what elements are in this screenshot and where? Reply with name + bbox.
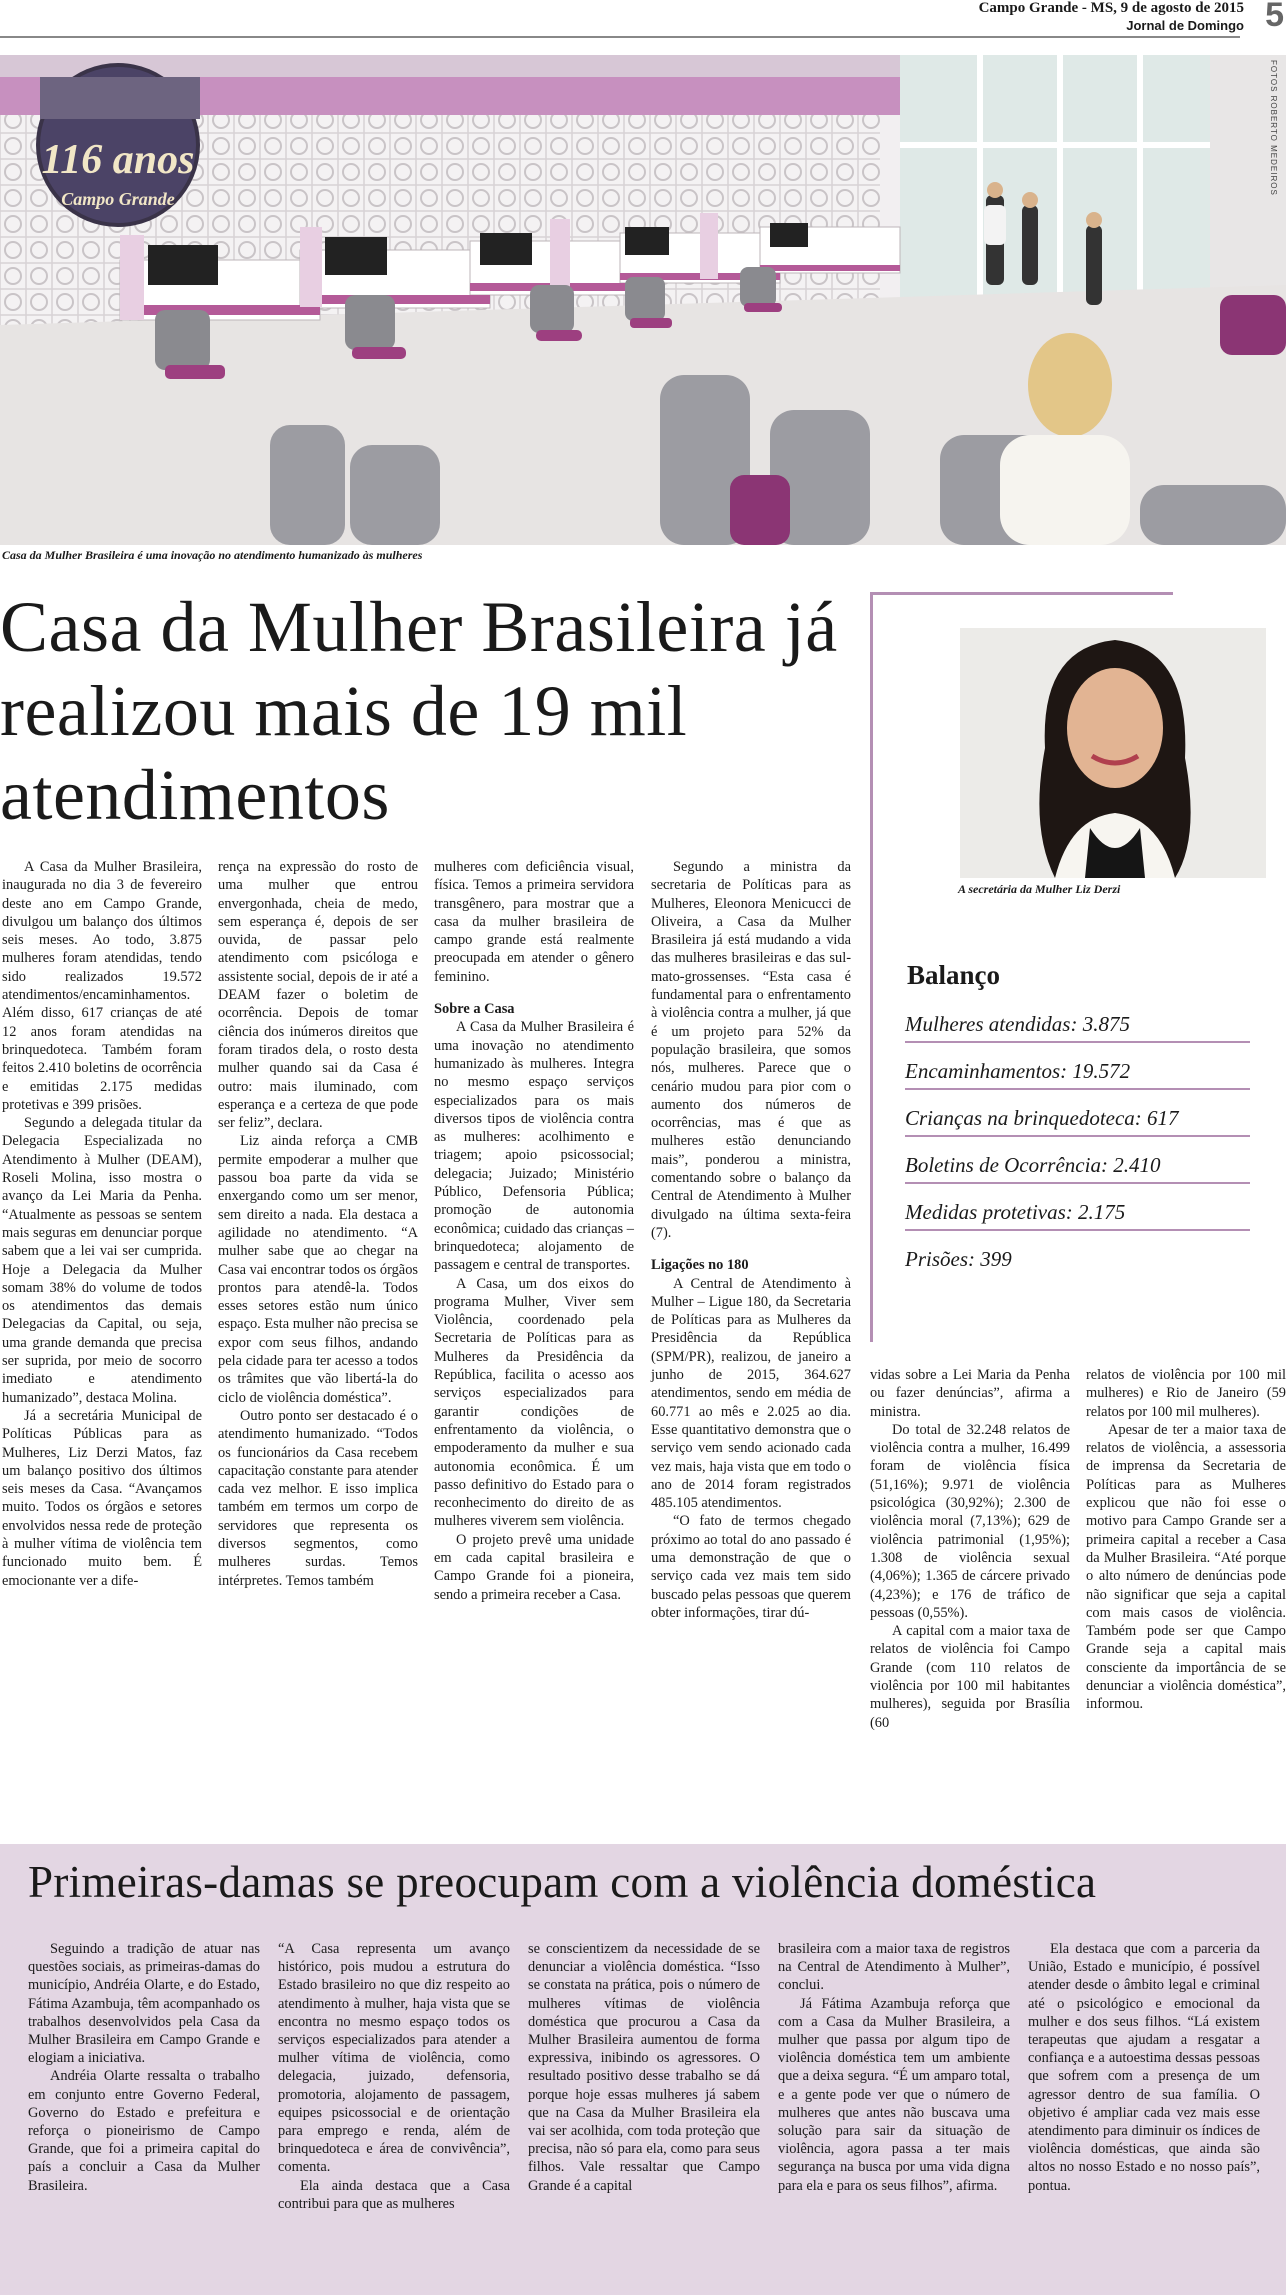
anniversary-badge (36, 63, 200, 227)
paragraph: Outro ponto ser destacado é o atendimento humanizado. “Todos os funcionários da Casa recebem capacitação constante para atender cada vez melhor. E isso implica também em termos um corpo de servidores que representa os diversos segmentos, como mulheres surdas. Temos intérpretes. Temos também (218, 1407, 418, 1589)
paragraph: se conscientizem da necessidade de se denunciar a violência doméstica. “Isso se constata na prática, pois o número de mulheres vítimas de violência doméstica que procurou a Casa da Mulher Brasileira aumentou de forma expressiva, inibindo os agressores. O resultado positivo desse trabalho se dá porque hoje essas mulheres já sabem que na Casa da Mulher Brasileira ela vai ser acolhida, com toda proteção que precisa, não só para ela, como para seus filhos. Vale ressaltar que Campo Grande é a capital (528, 1941, 760, 2194)
paragraph: relatos de violência por 100 mil mulheres) e Rio de Janeiro (59 relatos por 100 mil mulheres). (1086, 1367, 1286, 1420)
paragraph: O projeto prevê uma unidade em cada capital brasileira e Campo Grande foi a pioneira, sendo a primeira receber a Casa. (434, 1531, 634, 1603)
paragraph: Apesar de ter a maior taxa de relatos de violência, a assessoria de imprensa da Secretaria de Políticas para as Mulheres explicou que não foi esse o motivo para Campo Grande ser a primeira capital a receber a Casa da Mulher Brasileira. “Até porque o alto número de denúncias pode não significar que seja a capital com mais casos de violência. Também pode ser que Campo Grande seja a capital mais consciente da importância de se denunciar a violência doméstica”, informou. (1086, 1421, 1286, 1713)
balance-item: Prisões: 399 (905, 1247, 1012, 1271)
paragraph: rença na expressão do rosto de uma mulher que entrou envergonhada, cheia de medo, sem esperança é, depois de ser ouvida, de passar pelo atendimento com psicóloga e assistente social, depois de ir até a DEAM fazer o boletim de ocorrência. Depois de tomar ciência dos inúmeros direitos que foram tirados dela, o rosto desta mulher quando sai da Casa é outro: mais iluminado, com esperança e a certeza de que pode ser feliz”, declara. (218, 859, 418, 1132)
balance-item: Medidas protetivas: 2.175 (905, 1200, 1250, 1231)
paragraph: A Central de Atendimento à Mulher – Ligue 180, da Secretaria de Políticas para as Mulheres da Presidência da República (SPM/PR), realizou, de janeiro a junho de 2015, 364.627 atendimentos, sendo em média de 60.771 ao mês e 2.025 ao dia. Esse quantitativo demonstra que o serviço vem sendo acionado cada vez mais, haja vista que em todo o ano de 2014 foram registrados 485.105 atendimentos. (651, 1275, 851, 1512)
article-column-5 (870, 1366, 1070, 1732)
article-column-6 (1086, 1366, 1286, 1714)
paragraph: mulheres com deficiência visual, física. Temos a primeira servidora transgênero, para mostrar que a casa da mulher brasileira de campo grande está realmente preocupada em atender o gênero feminino. (434, 859, 634, 985)
paragraph: Do total de 32.248 relatos de violência contra a mulher, 16.499 foram de violência física (51,16%); 9.971 de violência psicológica (30,92%); 2.300 de violência moral (7,13%); 629 de violência patrimonial (1,95%); 1.308 de violência sexual (4,06%); 1.365 de cárcere privado (4,23%); e 176 de tráfico de pessoas (0,55%). (870, 1421, 1070, 1621)
paragraph: A Casa da Mulher Brasileira é uma inovação no atendimento humanizado às mulheres. Integra no mesmo espaço serviços especializados para os mais diversos tipos de violência contra as mulheres: acolhimento e triagem; apoio psicossocial; delegacia; Juizado; Ministério Público, Defensoria Pública; promoção de autonomia econômica; cuidado das crianças – brinquedoteca; alojamento de passagem e central de transportes. (434, 1019, 634, 1274)
second-article-column-5 (1028, 1940, 1260, 2195)
badge-number: 116 anos (41, 137, 195, 183)
second-article-column-4 (778, 1940, 1010, 2195)
article-headline: Casa da Mulher Brasileira já realizou mais de 19 mil atendimentos (0, 587, 838, 835)
badge-city: Campo Grande (61, 189, 175, 209)
paragraph: Já Fátima Azambuja reforça que com a Casa da Mulher Brasileira, a mulher que passa por algum tipo de violência doméstica tem um ambiente que a deixa segura. “É um amparo total, e a gente pode ver que o número de mulheres que antes não buscava uma solução para sair da situação de violência, agora passa a ter mais segurança na busca por uma vida digna para ela e para os seus filhos”, afirma. (778, 1995, 1010, 2194)
balance-item: Crianças na brinquedoteca: 617 (905, 1106, 1250, 1137)
subheading-ligacoes-180: Ligações no 180 (651, 1257, 749, 1274)
paragraph: Segundo a ministra da secretaria de Políticas para as Mulheres, Eleonora Menicucci de Oliveira, a Casa da Mulher Brasileira já está mudando a vida das mulheres brasileiras e das sul-mato-grossenses. “Esta casa é fundamental para o enfrentamento à violência contra a mulher, já que é um projeto para 52% da população brasileira, que somos nós, mulheres. Parece que o cenário mudou para pior com o aumento dos números de ocorrências, mas é que as mulheres estão denunciando mais”, ponderou a ministra, comentando sobre o balanço da Central de Atendimento à Mulher divulgado na última sexta-feira (7). (651, 859, 851, 1241)
photo-credit: FOTOS ROBERTO MEDEIROS (1269, 60, 1278, 196)
balance-item: Boletins de Ocorrência: 2.410 (905, 1153, 1250, 1184)
paragraph: Ela ainda destaca que a Casa contribui para que as mulheres (278, 2177, 510, 2212)
second-article-column-1 (28, 1940, 260, 2195)
paragraph: Seguindo a tradição de atuar nas questões sociais, as primeiras-damas do município, Andréia Olarte, e do Estado, Fátima Azambuja, têm acompanhado os trabalhos desenvolvidos pela Casa da Mulher Brasileira em Campo Grande e elogiam a iniciativa. (28, 1941, 260, 2067)
paragraph: brasileira com a maior taxa de registros na Central de Atendimento à Mulher”, conclui. (778, 1941, 1010, 1994)
balance-item: Encaminhamentos: 19.572 (905, 1059, 1250, 1090)
paragraph: Segundo a delegada titular da Delegacia Especializada no Atendimento à Mulher (DEAM), Roseli Molina, isso mostra o avanço da Lei Maria da Penha. “Atualmente as pessoas se sentem mais seguras em denunciar porque sabem que a lei vai ser cumprida. Hoje a Delegacia da Mulher somam 38% do volume de todos os atendimentos das demais Delegacias da Capital, ou seja, uma grande demanda que precisa ser suprida, por meio de socorro imediato e atendimento humanizado”, destaca Molina. (2, 1115, 202, 1406)
header-rule (0, 36, 1240, 38)
article-column-1 (2, 858, 202, 1590)
second-article-column-2 (278, 1940, 510, 2213)
balance-item: Mulheres atendidas: 3.875 (905, 1012, 1250, 1043)
paragraph: vidas sobre a Lei Maria da Penha ou fazer denúncias”, afirma a ministra. (870, 1367, 1070, 1420)
photo-caption: Casa da Mulher Brasileira é uma inovação no atendimento humanizado às mulheres (2, 548, 423, 562)
article-column-2 (218, 858, 418, 1590)
second-article-headline: Primeiras-damas se preocupam com a violência doméstica (28, 1857, 1097, 1907)
paragraph: Já a secretária Municipal de Políticas Públicas para as Mulheres, Liz Derzi Matos, faz um balanço positivo dos últimos seis meses da Casa. “Avançamos muito. Todos os órgãos e setores envolvidos nessa rede de proteção à mulher vítima de violência tem funcionado muito bem. É emocionante ver a dife- (2, 1407, 202, 1589)
page-header (0, 0, 1286, 40)
second-article-column-3 (528, 1940, 760, 2195)
paragraph: A Casa da Mulher Brasileira, inaugurada no dia 3 de fevereiro deste ano em Campo Grande, divulgou um balanço dos últimos seis meses. Ao todo, 3.875 mulheres foram atendidas, tendo sido realizados 19.572 atendimentos/encaminhamentos. Além disso, 617 crianças de até 12 anos foram atendidas na brinquedoteca. Também foram feitos 2.410 boletins de ocorrência e emitidas 2.175 medidas protetivas e 399 prisões. (2, 859, 202, 1113)
paragraph: Ela destaca que com a parceria da União, Estado e município, é possível atender desde o âmbito legal e criminal até o psicológico e emocional da mulher e dos seus filhos. “Lá existem terapeutas que ajudam a resgatar a confiança e a autoestima dessas pessoas que sofrem com a presença de um agressor dentro de sua família. O objetivo é ampliar cada vez mais esse atendimento para diminuir os índices de violência domésticas, que ainda são altos no nosso Estado e no nosso país”, pontua. (1028, 1941, 1260, 2194)
paragraph: Liz ainda reforça a CMB permite empoderar a mulher que passou boa parte da vida se enxergando como um ser menor, sem direito a nada. Ela destaca a agilidade no atendimento. “A mulher sabe que ao chegar na Casa vai encontrar todos os órgãos prontos para atendê-la. Todos esses setores estão num único espaço. Esta mulher não precisa se expor com seus filhos, andando pela cidade para ter acesso a todos os trâmites que vão libertá-la do ciclo de violência doméstica”. (218, 1133, 418, 1406)
article-column-4 (651, 858, 851, 1622)
main-photo (0, 55, 1286, 545)
portrait-photo (960, 628, 1266, 878)
paragraph: “O fato de termos chegado próximo ao total do ano passado é uma demonstração de que o serviço cada vez mais tem sido buscado pelas pessoas que querem obter informações, tirar dú- (651, 1513, 851, 1621)
paragraph: A capital com a maior taxa de relatos de violência foi Campo Grande (com 110 relatos de violência por 100 mil habitantes mulheres), seguida por Brasília (60 (870, 1623, 1070, 1731)
paragraph: Andréia Olarte ressalta o trabalho em conjunto entre Governo Federal, Governo do Estado e prefeitura e reforça o pioneirismo de Campo Grande, que foi a primeira capital do país a concluir a Casa da Mulher Brasileira. (28, 2068, 260, 2194)
portrait-caption: A secretária da Mulher Liz Derzi (958, 882, 1121, 896)
page-number: 5 (1265, 0, 1284, 34)
paragraph: “A Casa representa um avanço histórico, pois mudou a estrutura do Estado brasileiro no que diz respeito ao atendimento à mulher, haja vista que se encontra no mesmo espaço todos os serviços especializados para atender a mulher vítima de violência, como delegacia, juizado, defensoria, promotoria, alojamento de passagem, equipes psicossocial e de orientação para emprego e renda, além de brinquedoteca e área de convivência”, comenta. (278, 1941, 510, 2176)
dateline: Campo Grande - MS, 9 de agosto de 2015 (978, 0, 1244, 16)
balanco-title: Balanço (907, 960, 1001, 990)
journal-name: Jornal de Domingo (1126, 18, 1244, 33)
subheading-sobre-a-casa: Sobre a Casa (434, 1001, 515, 1018)
paragraph: A Casa, um dos eixos do programa Mulher, Viver sem Violência, coordenado pela Secretaria de Políticas para as Mulheres da Presidência da República, facilita o acesso aos serviços especializados para garantir condições de enfrentamento da violência, o empoderamento da mulher e sua autonomia econômica. É um passo definitivo do Estado para o reconhecimento do direito de as mulheres viverem sem violência. (434, 1275, 634, 1530)
second-article-band (0, 1844, 1286, 2295)
article-column-3 (434, 858, 634, 1604)
